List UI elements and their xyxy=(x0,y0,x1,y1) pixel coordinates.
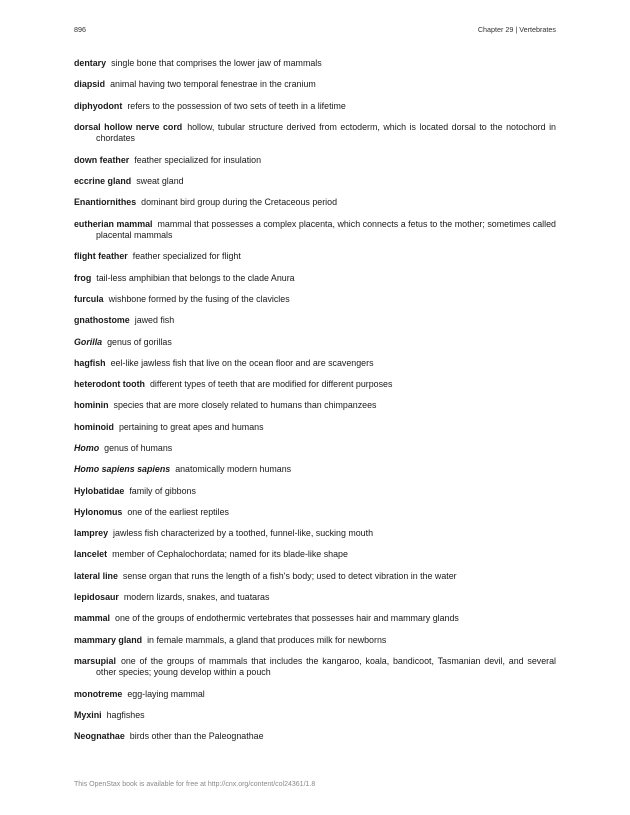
glossary-entry xyxy=(74,635,556,647)
glossary-term: dentary xyxy=(74,58,107,68)
glossary-entry xyxy=(74,613,556,625)
glossary-definition: birds other than the Paleognathae xyxy=(129,731,264,742)
glossary-definition: anatomically modern humans xyxy=(175,464,292,475)
glossary-term: hominoid xyxy=(74,421,114,432)
glossary-definition: hagfishes xyxy=(106,709,145,720)
glossary-definition: family of gibbons xyxy=(129,485,196,496)
glossary-entry xyxy=(74,379,556,391)
glossary-entry xyxy=(74,592,556,604)
glossary-term: gnathostome xyxy=(74,315,130,326)
glossary-entry xyxy=(74,176,556,188)
glossary-term: flight feather xyxy=(74,251,128,262)
glossary-term: eccrine gland xyxy=(74,176,132,186)
glossary-definition: eel-like jawless fish that live on the ocean floor and are scavengers xyxy=(110,357,374,368)
glossary-entry xyxy=(74,101,556,113)
glossary-term: hagfish xyxy=(74,357,106,368)
glossary-list xyxy=(74,58,556,753)
glossary-entry xyxy=(74,294,556,306)
glossary-term: mammary gland xyxy=(74,634,143,645)
page-number: 896 xyxy=(74,25,86,34)
glossary-definition: mammal that possesses a complex placenta, which connects a fetus to the mother; sometimes called placental mammals xyxy=(96,218,556,241)
glossary-definition: single bone that comprises the lower jaw of mammals xyxy=(111,58,322,68)
glossary-entry xyxy=(74,400,556,412)
glossary-term: heterodont tooth xyxy=(74,379,145,390)
glossary-definition: tail-less amphibian that belongs to the clade Anura xyxy=(96,272,295,283)
glossary-definition: one of the groups of endothermic vertebrates that possesses hair and mammary glands xyxy=(115,613,459,624)
glossary-term: Enantiornithes xyxy=(74,197,137,208)
glossary-term: lateral line xyxy=(74,570,118,581)
glossary-term: furcula xyxy=(74,294,104,304)
glossary-term: lancelet xyxy=(74,549,108,560)
glossary-entry xyxy=(74,689,556,701)
glossary-definition: jawed fish xyxy=(134,315,175,326)
glossary-definition: genus of humans xyxy=(104,442,173,453)
glossary-term: down feather xyxy=(74,154,130,165)
glossary-entry xyxy=(74,358,556,370)
glossary-term: hominin xyxy=(74,400,109,411)
glossary-entry xyxy=(74,79,556,91)
glossary-definition: sweat gland xyxy=(136,176,184,186)
glossary-entry xyxy=(74,155,556,167)
page-footer: This OpenStax book is available for free at http://cnx.org/content/col24361/1.8 xyxy=(74,781,316,788)
glossary-entry xyxy=(74,422,556,434)
glossary-term: marsupial xyxy=(74,655,116,666)
glossary-definition: sense organ that runs the length of a fish's body; used to detect vibration in the water xyxy=(122,570,457,581)
glossary-term: Homo xyxy=(74,442,100,453)
glossary-definition: animal having two temporal fenestrae in the cranium xyxy=(110,79,316,90)
glossary-definition: pertaining to great apes and humans xyxy=(118,421,264,432)
glossary-term: mammal xyxy=(74,613,111,624)
glossary-definition: one of the earliest reptiles xyxy=(127,506,229,517)
glossary-entry xyxy=(74,337,556,349)
glossary-term: diapsid xyxy=(74,79,106,90)
glossary-entry xyxy=(74,251,556,263)
glossary-entry xyxy=(74,219,556,242)
glossary-definition: different types of teeth that are modified for different purposes xyxy=(149,379,393,390)
glossary-term: monotreme xyxy=(74,688,123,699)
glossary-term: Hylonomus xyxy=(74,506,123,517)
glossary-term: Gorilla xyxy=(74,336,103,347)
glossary-entry xyxy=(74,443,556,455)
glossary-definition: egg-laying mammal xyxy=(127,688,205,699)
glossary-entry xyxy=(74,710,556,722)
glossary-entry xyxy=(74,273,556,285)
glossary-definition: wishbone formed by the fusing of the clavicles xyxy=(108,294,290,304)
glossary-entry xyxy=(74,507,556,519)
glossary-term: Neognathae xyxy=(74,731,125,742)
glossary-entry xyxy=(74,571,556,583)
glossary-term: Myxini xyxy=(74,709,102,720)
glossary-definition: hollow, tubular structure derived from ectoderm, which is located dorsal to the notochord in chordates xyxy=(96,121,556,144)
glossary-definition: modern lizards, snakes, and tuataras xyxy=(123,591,270,602)
glossary-entry xyxy=(74,486,556,498)
glossary-definition: feather specialized for flight xyxy=(132,251,241,262)
page-header xyxy=(74,25,556,37)
glossary-definition: refers to the possession of two sets of teeth in a lifetime xyxy=(127,100,346,111)
glossary-entry xyxy=(74,731,556,743)
glossary-definition: dominant bird group during the Cretaceous period xyxy=(141,197,338,208)
glossary-definition: feather specialized for insulation xyxy=(134,154,262,165)
glossary-entry xyxy=(74,464,556,476)
glossary-definition: genus of gorillas xyxy=(107,336,172,347)
glossary-entry xyxy=(74,122,556,145)
glossary-entry xyxy=(74,656,556,679)
glossary-definition: one of the groups of mammals that includes the kangaroo, koala, bandicoot, Tasmanian devil, and several other species; young develop within a pouch xyxy=(96,655,556,678)
glossary-entry xyxy=(74,197,556,209)
glossary-definition: species that are more closely related to humans than chimpanzees xyxy=(113,400,377,411)
glossary-entry xyxy=(74,528,556,540)
glossary-term: dorsal hollow nerve cord xyxy=(74,121,183,132)
glossary-entry xyxy=(74,58,556,70)
glossary-term: lepidosaur xyxy=(74,591,119,602)
glossary-term: frog xyxy=(74,272,92,283)
glossary-term: Hylobatidae xyxy=(74,485,125,496)
glossary-term: lamprey xyxy=(74,528,109,539)
glossary-entry xyxy=(74,315,556,327)
chapter-title: Chapter 29 | Vertebrates xyxy=(477,25,556,34)
glossary-term: eutherian mammal xyxy=(74,218,153,229)
glossary-definition: member of Cephalochordata; named for its blade-like shape xyxy=(112,549,348,560)
glossary-entry xyxy=(74,549,556,561)
glossary-term: Homo sapiens sapiens xyxy=(74,464,171,475)
glossary-definition: jawless fish characterized by a toothed, funnel-like, sucking mouth xyxy=(113,528,374,539)
glossary-definition: in female mammals, a gland that produces milk for newborns xyxy=(147,634,387,645)
glossary-term: diphyodont xyxy=(74,100,123,111)
